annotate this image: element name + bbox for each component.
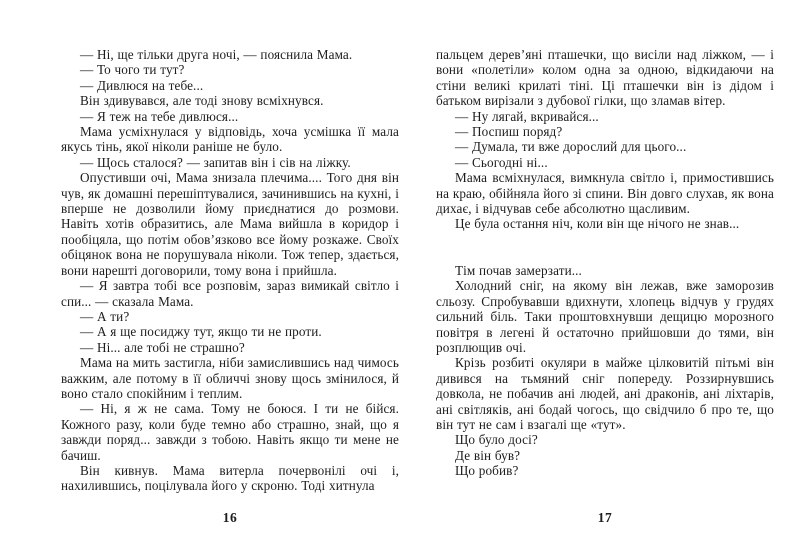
paragraph: — Ні, ще тільки друга ночі, — пояснила Мама. (80, 47, 353, 62)
paragraph: Він здивувався, але тоді знову всміхнувся. (80, 93, 324, 109)
paragraph: — Ні, я ж не сама. Тому не боюся. І ти не бійся. Кожного разу, коли буде темно або страшно, знай, що я завжди поряд... завжди з тобою. Навіть якщо ти мене не бачиш. (61, 401, 399, 463)
paragraph: Крізь розбиті окуляри в майже цілковитій пітьмі він дивився на тьмяний сніг попереду. Роззирнувшись довкола, не побачив ані людей, ані драконів, ані ліхтарів, ані світляків, ані бодай чогось, що свідчило б про те, що він тут не сам і взагалі ще «тут». (436, 355, 774, 432)
paragraph: Опустивши очі, Мама знизала плечима.... Того дня він чув, як домашні перешіптувалися, зачинившись на кухні, і вперше не дозволили йому приєднатися до розмови. Навіть хотів образитись, але Мама вийшла в коридор і пообіцяла, що потім обов’язково все йому розкаже. Своїх обіцянок вона не порушувала ніколи. Тож тепер, здається, вони нарешті договорили, тому вона і прийшла. (61, 170, 399, 278)
paragraph: — Дивлюся на тебе... (80, 77, 204, 93)
book-page-left-text (61, 47, 399, 494)
paragraph: Де він був? (455, 447, 521, 463)
paragraph: Що робив? (455, 463, 519, 479)
page-number-right: 17 (597, 510, 613, 525)
paragraph: — Поспиш поряд? (455, 124, 563, 140)
paragraph: Це була остання ніч, коли він ще нічого не знав... (455, 216, 740, 232)
paragraph: — Я завтра тобі все розповім, зараз вимикай світло і спи... — сказала Мама. (61, 278, 399, 309)
page-number-left: 16 (222, 510, 238, 525)
paragraph: — Щось сталося? — запитав він і сів на ліжку. (80, 154, 351, 170)
paragraph: Мама на мить застигла, ніби замислившись над чимось важким, але потому в її обличчі знову щось змінилося, й воно стало спокійним і теплим. (61, 355, 399, 401)
paragraph: Холодний сніг, на якому він лежав, вже заморозив сльозу. Спробувавши вдихнути, хлопець відчув у грудях сильний біль. Таки проштовхнувши дещицю морозного повітря в легені й остаточно прийшовши до тями, він розплющив очі. (436, 278, 774, 355)
paragraph: — Думала, ти вже дорослий для цього... (455, 139, 687, 155)
paragraph: — Я теж на тебе дивлюся... (80, 108, 239, 124)
book-page-right-text (436, 47, 774, 479)
paragraph: пальцем дерев’яні пташечки, що висіли над ліжком, — і вони «полетіли» колом одна за одною, відкидаючи на стіни великі крилаті тіні. Ці пташечки він із дідом і батьком вирізали з дубової гілки, що зламав вітер. (436, 47, 774, 109)
paragraph: Що було досі? (455, 432, 538, 448)
paragraph: Мама всміхнулася, вимкнула світло і, примостившись на краю, обійняла його зі спини. Він довго слухав, як вона дихає, і відчував себе абсолютно щасливим. (436, 170, 774, 217)
paragraph: Мама усміхнулася у відповідь, хоча усмішка її мала якусь тінь, якої ніколи раніше не було. (61, 124, 399, 155)
paragraph: — А ти? (80, 308, 130, 324)
paragraph: — А я ще посиджу тут, якщо ти не проти. (80, 324, 322, 340)
paragraph: — Сьогодні ні... (455, 154, 548, 170)
paragraph: Тім почав замерзати... (455, 262, 582, 278)
paragraph: Він кивнув. Мама витерла почервонілі очі і, нахилившись, поцілувала його у скроню. Тоді хитнула (61, 462, 399, 494)
paragraph: — Ні... але тобі не страшно? (80, 339, 245, 355)
paragraph: — То чого ти тут? (80, 62, 185, 78)
paragraph: — Ну лягай, вкривайся... (455, 108, 599, 124)
